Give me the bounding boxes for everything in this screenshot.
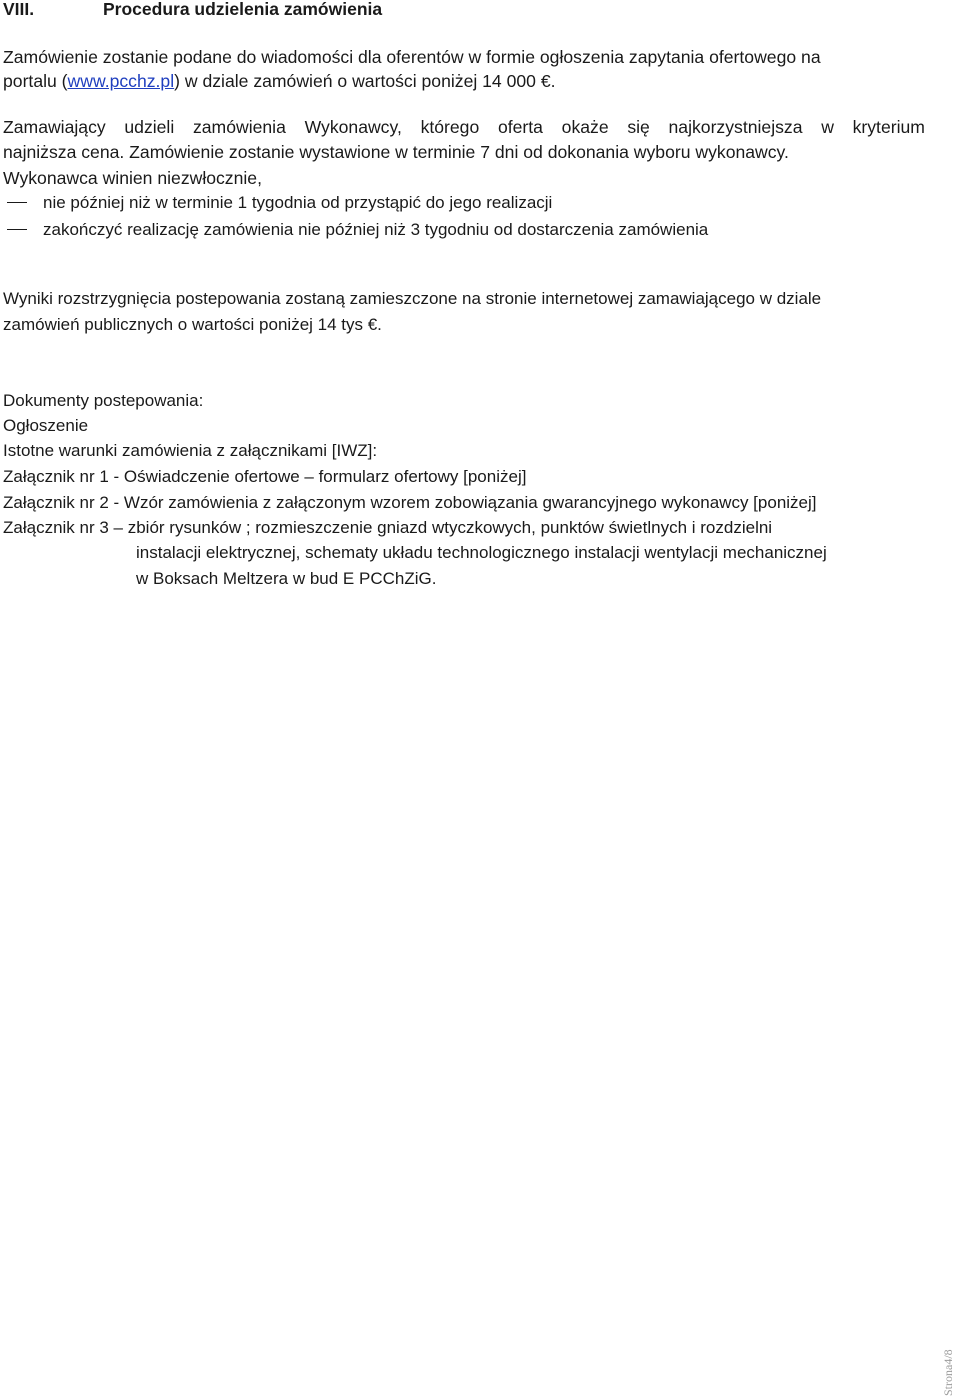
documents-heading: Dokumenty postepowania:	[3, 391, 204, 410]
list-item: nie później niż w terminie 1 tygodnia od przystąpić do jego realizacji	[3, 191, 552, 215]
section-heading	[3, 0, 382, 21]
document-item-continuation: w Boksach Meltzera w bud E PCChZiG.	[136, 569, 437, 588]
dash-bullet-icon	[7, 229, 27, 230]
paragraph-line: najniższa cena. Zamówienie zostanie wystawione w terminie 7 dni od dokonania wyboru wykonawcy.	[3, 142, 789, 162]
section-number: VIII.	[3, 0, 35, 19]
document-item: Załącznik nr 2 - Wzór zamówienia z załączonym wzorem zobowiązania gwarancyjnego wykonawcy [poniżej]	[3, 493, 817, 512]
paragraph-line: Wyniki rozstrzygnięcia postepowania zostaną zamieszczone na stronie internetowej zamawiającego w dziale	[3, 289, 822, 308]
document-item-continuation: instalacji elektrycznej, schematy układu technologicznego instalacji wentylacji mechanicznej	[136, 543, 827, 562]
list-item: zakończyć realizację zamówienia nie później niż 3 tygodniu od dostarczenia zamówienia	[3, 218, 708, 242]
paragraph-line: zamówień publicznych o wartości poniżej 14 tys €.	[3, 315, 382, 334]
page-footer	[942, 1326, 956, 1396]
page-number-label: Strona4/8	[941, 1349, 955, 1396]
paragraph-line: portalu (www.pcchz.pl) w dziale zamówień o wartości poniżej 14 000 €.	[3, 71, 556, 91]
justified-line: Zamawiający udzieli zamówienia Wykonawcy, którego oferta okaże się najkorzystniejsza w kryterium	[3, 117, 925, 137]
dash-bullet-icon	[7, 202, 27, 203]
portal-link[interactable]: www.pcchz.pl	[67, 71, 175, 91]
paragraph-line: Zamówienie zostanie podane do wiadomości dla oferentów w formie ogłoszenia zapytania ofertowego na	[3, 47, 821, 67]
document-item: Ogłoszenie	[3, 416, 89, 435]
document-item: Załącznik nr 3 – zbiór rysunków ; rozmieszczenie gniazd wtyczkowych, punktów świetlnych i rozdzielni	[3, 518, 773, 537]
paragraph-line: Wykonawca winien niezwłocznie,	[3, 168, 262, 188]
document-item: Załącznik nr 1 - Oświadczenie ofertowe – formularz ofertowy [poniżej]	[3, 467, 527, 486]
section-title: Procedura udzielenia zamówienia	[103, 0, 383, 19]
document-item: Istotne warunki zamówienia z załącznikami [IWZ]:	[3, 441, 378, 460]
